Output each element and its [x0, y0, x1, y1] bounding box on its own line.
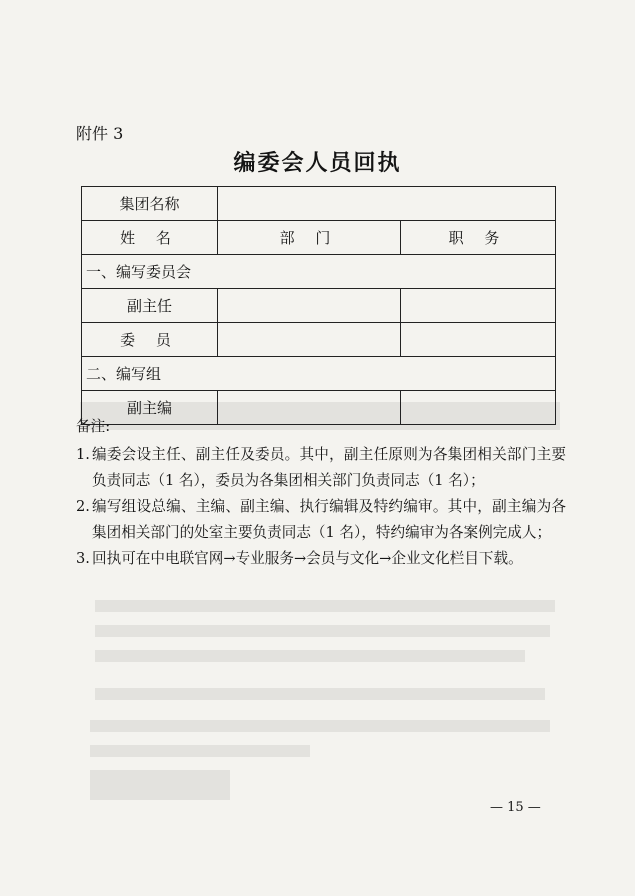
- attachment-label: 附件 3: [76, 124, 124, 143]
- role-deputy-editor: 副主编: [82, 391, 218, 425]
- column-header-department: 部 门: [218, 221, 401, 255]
- note-number: 3.: [76, 550, 90, 567]
- group-name-label: 集团名称: [82, 187, 218, 221]
- note-number: 1.: [76, 446, 90, 463]
- role-member: 委 员: [82, 323, 218, 357]
- notes-section: [76, 414, 566, 572]
- note-item: [76, 494, 566, 546]
- note-item: [76, 442, 566, 494]
- table-row: [82, 357, 556, 391]
- section-editorial-committee: 一、编写委员会: [82, 255, 556, 289]
- member-department-cell[interactable]: [218, 323, 401, 357]
- section-writing-group: 二、编写组: [82, 357, 556, 391]
- notes-heading: 备注:: [76, 418, 111, 435]
- committee-form-table: [81, 186, 556, 425]
- note-text: 编委会设主任、副主任及委员。其中，副主任原则为各集团相关部门主要负责同志（1 名），委员为各集团相关部门负责同志（1 名）；: [92, 446, 566, 489]
- table-header-row: [82, 221, 556, 255]
- vice-director-position-cell[interactable]: [401, 289, 556, 323]
- page-title: 编委会人员回执: [233, 150, 402, 176]
- table-row: [82, 289, 556, 323]
- column-header-name: 姓 名: [82, 221, 218, 255]
- role-vice-director: 副主任: [82, 289, 218, 323]
- note-item: [76, 546, 566, 572]
- page-number: — 15 —: [490, 800, 541, 815]
- member-position-cell[interactable]: [401, 323, 556, 357]
- note-text: 回执可在中电联官网→专业服务→会员与文化→企业文化栏目下载。: [92, 550, 523, 567]
- table-row: [82, 323, 556, 357]
- vice-director-department-cell[interactable]: [218, 289, 401, 323]
- column-header-position: 职 务: [401, 221, 556, 255]
- table-row: [82, 187, 556, 221]
- table-row: [82, 255, 556, 289]
- group-name-cell[interactable]: [218, 187, 556, 221]
- note-text: 编写组设总编、主编、副主编、执行编辑及特约编审。其中，副主编为各集团相关部门的处室主要负责同志（1 名），特约编审为各案例完成人；: [92, 498, 566, 541]
- note-number: 2.: [76, 498, 90, 515]
